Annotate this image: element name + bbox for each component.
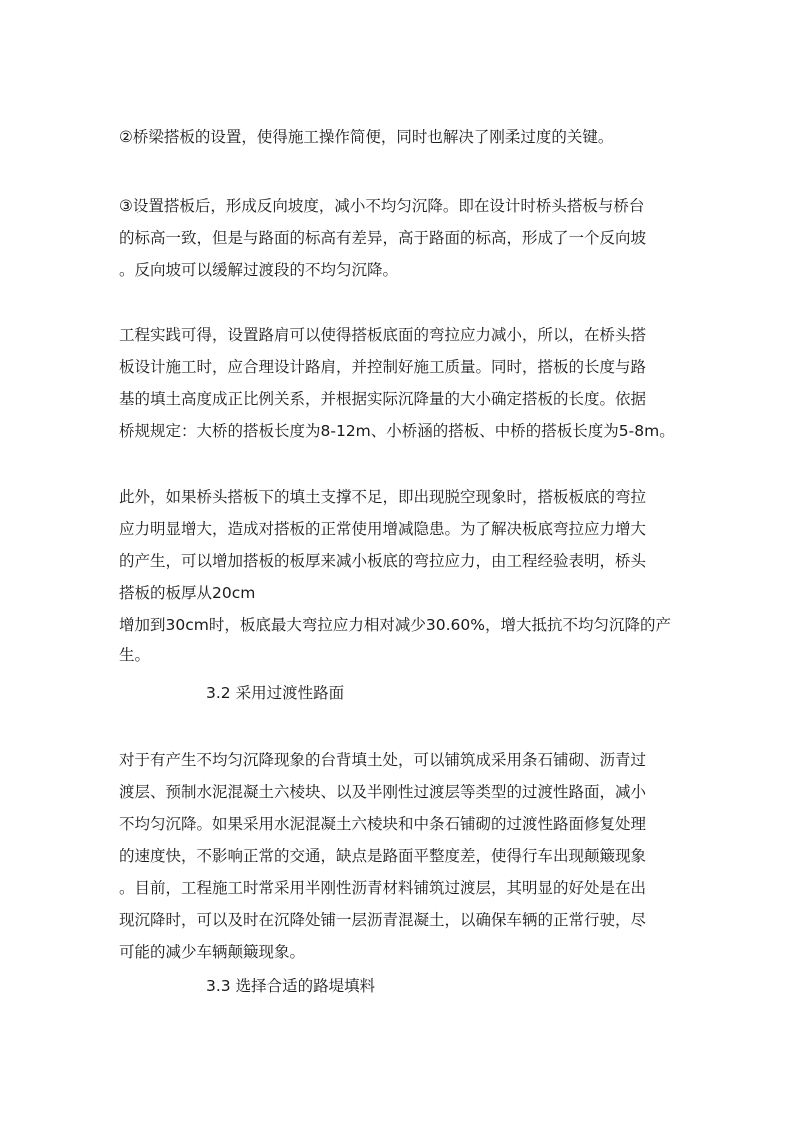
paragraph-line: 工程实践可得，设置路肩可以使得搭板底面的弯拉应力减小，所以，在桥头搭 [119,326,647,344]
section-heading: 3.2 采用过渡性路面 [206,684,345,702]
paragraph-line: 对于有产生不均匀沉降现象的台背填土处，可以铺筑成采用条石铺砌、沥青过 [119,751,647,769]
paragraph-line: ②桥梁搭板的设置，使得施工操作简便，同时也解决了刚柔过度的关键。 [119,128,614,146]
paragraph-line: 现沉降时，可以及时在沉降处铺一层沥青混凝土，以确保车辆的正常行驶，尽 [119,911,647,929]
paragraph-line: 的产生，可以增加搭板的板厚来减小板底的弯拉应力，由工程经验表明，桥头 [119,552,647,570]
paragraph-line: 桥规规定：大桥的搭板长度为8-12m、小桥涵的搭板、中桥的搭板长度为5-8m。 [119,422,675,440]
paragraph-line: ③设置搭板后，形成反向坡度，减小不均匀沉降。即在设计时桥头搭板与桥台 [119,197,645,215]
paragraph-line: 应力明显增大，造成对搭板的正常使用增减隐患。为了解决板底弯拉应力增大 [119,520,647,538]
paragraph-line: 不均匀沉降。如果采用水泥混凝土六棱块和中条石铺砌的过渡性路面修复处理 [119,815,647,833]
paragraph-line: 可能的减少车辆颠簸现象。 [119,943,306,961]
paragraph-line: 生。 [119,646,151,664]
paragraph-line: 。目前，工程施工时常采用半刚性沥青材料铺筑过渡层，其明显的好处是在出 [119,879,647,897]
paragraph-line: 。反向坡可以缓解过渡段的不均匀沉降。 [119,261,399,279]
paragraph-line: 渡层、预制水泥混凝土六棱块、以及半刚性过渡层等类型的过渡性路面，减小 [119,783,647,801]
paragraph-line: 板设计施工时，应合理设计路肩，并控制好施工质量。同时，搭板的长度与路 [119,358,647,376]
paragraph-line: 的标高一致，但是与路面的标高有差异，高于路面的标高，形成了一个反向坡 [119,229,647,247]
paragraph-line: 搭板的板厚从20cm [119,584,256,602]
paragraph-line: 基的填土高度成正比例关系，并根据实际沉降量的大小确定搭板的长度。依据 [119,390,647,408]
section-heading: 3.3 选择合适的路堤填料 [206,977,376,995]
paragraph-line: 此外，如果桥头搭板下的填土支撑不足，即出现脱空现象时，搭板板底的弯拉 [119,488,647,506]
paragraph-line: 的速度快，不影响正常的交通，缺点是路面平整度差，使得行车出现颠簸现象 [119,847,647,865]
paragraph-line: 增加到30cm时，板底最大弯拉应力相对减少30.60%，增大抵抗不均匀沉降的产 [119,616,671,634]
